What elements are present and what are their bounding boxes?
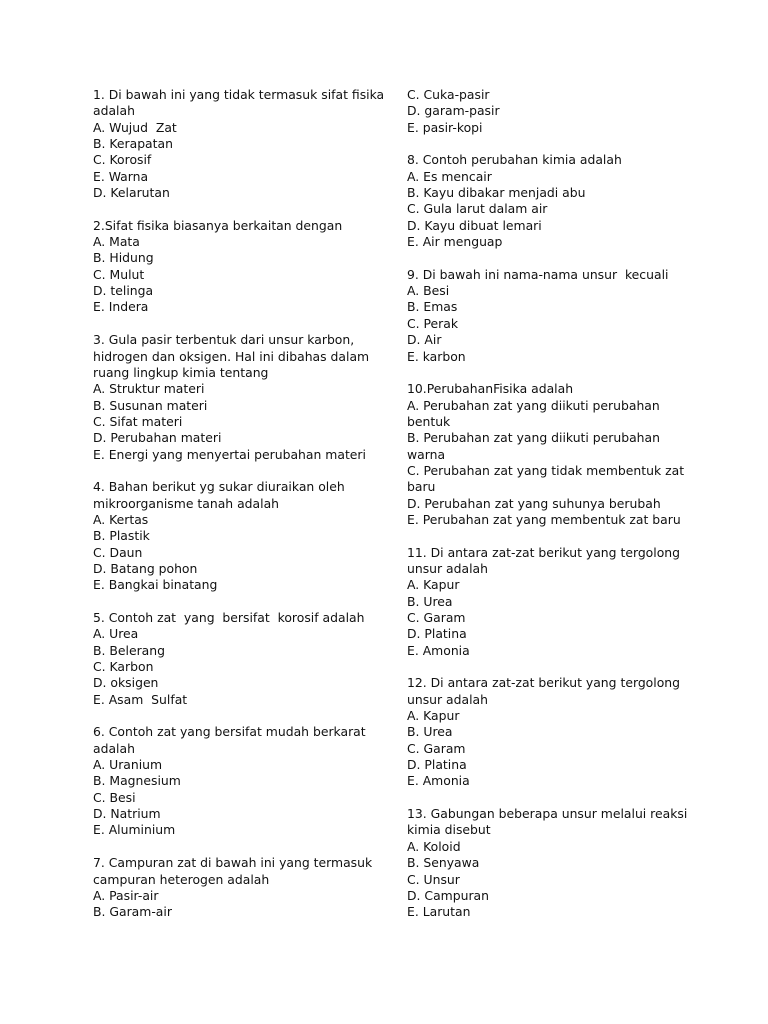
answer-option: E. Aluminium <box>93 822 176 838</box>
answer-option: B. Garam-air <box>93 904 172 920</box>
question-block <box>93 87 383 201</box>
question-text: 4. Bahan berikut yg sukar diuraikan oleh <box>93 479 345 495</box>
answer-option: A. Kertas <box>93 511 149 527</box>
answer-option: B. Plastik <box>93 528 150 544</box>
question-text: 3. Gula pasir terbentuk dari unsur karbon, <box>93 332 355 348</box>
question-text: 10.PerubahanFisika adalah <box>407 381 574 397</box>
question-text: 13. Gabungan beberapa unsur melalui reaksi <box>407 806 688 822</box>
answer-option: A. Besi <box>407 283 450 299</box>
question-block <box>407 381 707 528</box>
answer-option: D. telinga <box>93 283 154 299</box>
answer-option: B. Urea <box>407 724 453 740</box>
answer-option: D. Perubahan materi <box>93 430 222 446</box>
answer-option: B. Belerang <box>93 642 165 658</box>
question-text: unsur adalah <box>407 691 488 707</box>
answer-option: warna <box>407 446 446 462</box>
question-block <box>407 152 707 250</box>
question-block <box>93 332 383 463</box>
answer-option: D. Kelarutan <box>93 185 170 201</box>
answer-option: E. Indera <box>93 299 149 315</box>
answer-option: D. Natrium <box>93 806 161 822</box>
question-text: ruang lingkup kimia tentang <box>93 364 269 380</box>
answer-option: E. Warna <box>93 168 149 184</box>
question-block <box>407 675 707 789</box>
answer-option: A. Wujud Zat <box>93 119 177 135</box>
answer-option: C. Gula larut dalam air <box>407 201 548 217</box>
answer-option: E. pasir-kopi <box>407 119 483 135</box>
answer-option: C. Sifat materi <box>93 413 183 429</box>
answer-option: E. Energi yang menyertai perubahan materi <box>93 446 366 462</box>
question-text: 12. Di antara zat-zat berikut yang tergolong <box>407 675 681 691</box>
answer-option: B. Urea <box>407 593 453 609</box>
answer-option: C. Garam <box>407 610 466 625</box>
question-text: 6. Contoh zat yang bersifat mudah berkarat <box>93 724 366 740</box>
answer-option: A. Uranium <box>93 757 163 773</box>
answer-option: C. Korosif <box>93 152 152 168</box>
question-text: adalah <box>93 740 135 756</box>
answer-option: E. Larutan <box>407 904 471 920</box>
question-text: unsur adalah <box>407 560 488 576</box>
answer-option: C. Mulut <box>93 266 145 282</box>
answer-option: C. Karbon <box>93 659 154 675</box>
answer-option: D. Air <box>407 332 442 348</box>
question-block <box>93 218 383 316</box>
question-block <box>93 855 383 920</box>
answer-option: A. Kapur <box>407 577 460 593</box>
question-block <box>93 610 383 708</box>
question-text: 7. Campuran zat di bawah ini yang termasuk <box>93 855 373 871</box>
right-column <box>407 87 707 937</box>
question-text: 9. Di bawah ini nama-nama unsur kecuali <box>407 266 669 282</box>
answer-option: B. Kayu dibakar menjadi abu <box>407 185 586 201</box>
answer-option: B. Hidung <box>93 250 154 266</box>
answer-option: B. Senyawa <box>407 855 480 871</box>
question-text: 2.Sifat fisika biasanya berkaitan dengan <box>93 217 343 233</box>
answer-option: A. Kapur <box>407 708 460 724</box>
answer-option: baru <box>407 479 436 495</box>
answer-option: E. Amonia <box>407 642 470 658</box>
question-text: kimia disebut <box>407 822 491 838</box>
answer-option: A. Urea <box>93 626 139 642</box>
answer-option: C. Perubahan zat yang tidak membentuk zat <box>407 462 685 478</box>
question-text: 1. Di bawah ini yang tidak termasuk sifat fisika <box>93 87 385 102</box>
question-text: mikroorganisme tanah adalah <box>93 495 280 511</box>
answer-option: D. Campuran <box>407 887 489 903</box>
answer-option: E. Bangkai binatang <box>93 577 218 593</box>
answer-option: C. Unsur <box>407 871 460 887</box>
answer-option: C. Cuka-pasir <box>407 87 490 102</box>
answer-option: D. garam-pasir <box>407 103 500 119</box>
answer-option: A. Struktur materi <box>93 381 205 397</box>
answer-option: B. Magnesium <box>93 773 181 789</box>
answer-option: E. Asam Sulfat <box>93 691 188 707</box>
left-column <box>93 87 383 937</box>
answer-option: A. Pasir-air <box>93 887 159 903</box>
question-text: campuran heterogen adalah <box>93 871 270 887</box>
answer-option: B. Emas <box>407 299 458 315</box>
answer-option: B. Perubahan zat yang diikuti perubahan <box>407 430 660 446</box>
answer-option: E. karbon <box>407 348 466 364</box>
question-block <box>407 267 707 365</box>
question-text: 11. Di antara zat-zat berikut yang tergolong <box>407 544 681 560</box>
question-block <box>407 545 707 659</box>
answer-option: bentuk <box>407 413 451 429</box>
question-block <box>93 724 383 838</box>
answer-option: D. Perubahan zat yang suhunya berubah <box>407 495 661 511</box>
question-text: 5. Contoh zat yang bersifat korosif adalah <box>93 610 365 625</box>
answer-option: B. Kerapatan <box>93 136 173 152</box>
answer-option: E. Perubahan zat yang membentuk zat baru <box>407 511 681 527</box>
answer-option: D. Batang pohon <box>93 560 198 576</box>
answer-option: C. Daun <box>93 544 143 560</box>
question-block <box>407 87 707 136</box>
question-text: adalah <box>93 103 135 119</box>
answer-option: C. Perak <box>407 315 459 331</box>
answer-option: D. Platina <box>407 626 467 642</box>
answer-option: A. Mata <box>93 234 140 250</box>
answer-option: D. Platina <box>407 757 467 773</box>
question-block <box>93 479 383 593</box>
answer-option: E. Amonia <box>407 773 470 789</box>
answer-option: B. Susunan materi <box>93 397 208 413</box>
question-text: 8. Contoh perubahan kimia adalah <box>407 152 622 168</box>
answer-option: E. Air menguap <box>407 234 503 250</box>
question-block <box>407 806 707 920</box>
answer-option: D. oksigen <box>93 675 159 691</box>
answer-option: D. Kayu dibuat lemari <box>407 217 542 233</box>
question-text: hidrogen dan oksigen. Hal ini dibahas dalam <box>93 348 370 364</box>
answer-option: C. Garam <box>407 740 466 756</box>
answer-option: C. Besi <box>93 789 136 805</box>
answer-option: A. Perubahan zat yang diikuti perubahan <box>407 397 660 413</box>
answer-option: A. Es mencair <box>407 168 492 184</box>
answer-option: A. Koloid <box>407 838 461 854</box>
